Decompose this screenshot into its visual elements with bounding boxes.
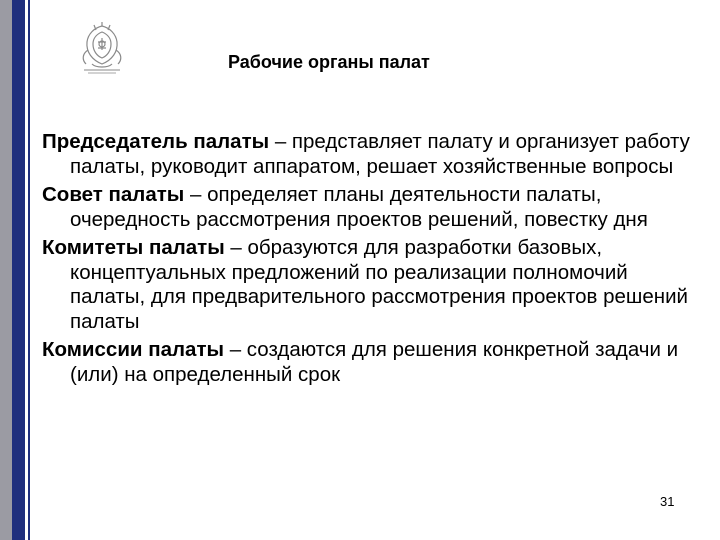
item-text: – определяет планы деятельности палаты, очередность рассмотрения проектов решений, повестку дня: [70, 183, 648, 231]
list-item: [42, 338, 702, 387]
list-item: [42, 130, 702, 179]
item-term: Совет палаты: [42, 183, 185, 206]
slide-title: Рабочие органы палат: [228, 52, 430, 72]
list-item: [42, 183, 702, 232]
item-text: – образуются для разработки базовых, концептуальных предложений по реализации полномочий палаты, для предварительного рассмотрения проектов решений палаты: [70, 236, 688, 333]
item-text: – создаются для решения конкретной задачи и (или) на определенный срок: [70, 338, 679, 386]
left-gray-band: [0, 0, 12, 540]
list-item: [42, 236, 702, 334]
item-term: Председатель палаты: [42, 130, 270, 153]
item-term: Комиссии палаты: [42, 338, 224, 361]
slide-content: [42, 130, 702, 391]
page-number: 31: [660, 494, 675, 509]
left-blue-line: [28, 0, 30, 540]
item-term: Комитеты палаты: [42, 236, 225, 259]
coat-of-arms-icon: [72, 20, 132, 80]
item-text: – представляет палату и организует работу палаты, руководит аппаратом, решает хозяйственные вопросы: [70, 130, 690, 178]
left-blue-band: [12, 0, 25, 540]
